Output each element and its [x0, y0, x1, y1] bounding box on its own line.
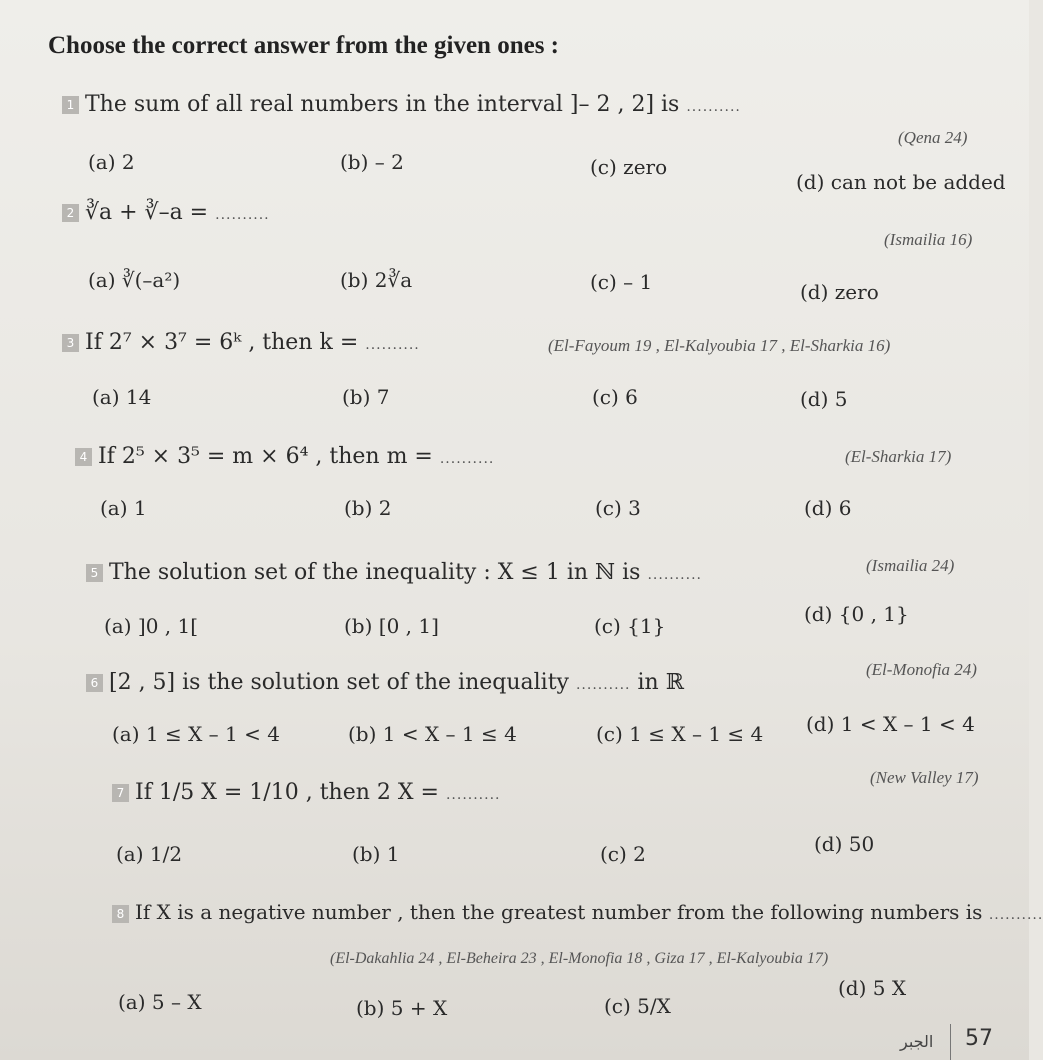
question-number: 3 [62, 334, 79, 352]
question-source: (El-Dakahlia 24 , El-Beheira 23 , El-Monofia 18 , Giza 17 , El-Kalyoubia 17) [330, 950, 829, 967]
question-number: 6 [86, 674, 103, 692]
question-3 [62, 330, 420, 355]
option-c[interactable]: (c) 1 ≤ X – 1 ≤ 4 [596, 722, 764, 746]
question-5 [86, 560, 702, 585]
option-b[interactable]: (b) 5 + X [356, 996, 448, 1020]
answer-blank: .......... [647, 567, 702, 583]
question-text: The sum of all real numbers in the interval ]– 2 , 2] is [85, 92, 680, 117]
question-6 [86, 670, 684, 695]
option-d[interactable]: (d) 50 [814, 832, 875, 856]
option-b[interactable]: (b) – 2 [340, 150, 404, 174]
option-c[interactable]: (c) 2 [600, 842, 646, 866]
question-suffix: in ℝ [637, 670, 684, 695]
option-c[interactable]: (c) 6 [592, 385, 638, 409]
option-a[interactable]: (a) 2 [88, 150, 135, 174]
option-b[interactable]: (b) 1 < X – 1 ≤ 4 [348, 722, 517, 746]
question-number: 1 [62, 96, 79, 114]
option-d[interactable]: (d) {0 , 1} [804, 602, 909, 626]
option-d[interactable]: (d) 5 [800, 387, 848, 411]
option-d[interactable]: (d) 5 X [838, 976, 907, 1000]
option-c[interactable]: (c) zero [590, 155, 668, 179]
page-footer-word: الجبر [900, 1032, 934, 1051]
question-source: (Qena 24) [898, 128, 968, 147]
question-source: (El-Monofia 24) [866, 660, 977, 679]
option-b[interactable]: (b) [0 , 1] [344, 614, 439, 638]
question-source: (El-Sharkia 17) [845, 447, 952, 466]
question-source: (Ismailia 24) [866, 556, 955, 575]
question-text: ∛a + ∛–a = [85, 200, 209, 225]
option-a[interactable]: (a) 1/2 [116, 842, 183, 866]
option-a[interactable]: (a) 14 [92, 385, 152, 409]
option-c[interactable]: (c) {1} [594, 614, 666, 638]
question-text: The solution set of the inequality : X ≤ 1 in ℕ is [109, 560, 641, 585]
question-8 [112, 900, 1043, 924]
option-b[interactable]: (b) 7 [342, 385, 390, 409]
question-1 [62, 92, 741, 117]
option-c[interactable]: (c) – 1 [590, 270, 653, 294]
option-b[interactable]: (b) 2 [344, 496, 392, 520]
option-a[interactable]: (a) ]0 , 1[ [104, 614, 199, 638]
answer-blank: .......... [988, 907, 1043, 923]
option-b[interactable]: (b) 2∛a [340, 268, 413, 292]
answer-blank: .......... [575, 677, 631, 693]
option-a[interactable]: (a) 1 ≤ X – 1 < 4 [112, 722, 280, 746]
option-d[interactable]: (d) can not be added [796, 170, 1006, 194]
question-4 [75, 444, 494, 469]
instructions-heading: Choose the correct answer from the given ones : [48, 32, 560, 59]
page-number: 57 [965, 1026, 993, 1051]
option-d[interactable]: (d) zero [800, 280, 879, 304]
question-text: If X is a negative number , then the greatest number from the following numbers is [135, 900, 983, 924]
option-a[interactable]: (a) 5 – X [118, 990, 202, 1014]
option-c[interactable]: (c) 3 [595, 496, 641, 520]
question-text: If 1/5 X = 1/10 , then 2 X = [135, 780, 439, 805]
answer-blank: .......... [445, 787, 501, 803]
question-source: (Ismailia 16) [884, 230, 973, 249]
question-number: 2 [62, 204, 79, 222]
option-d[interactable]: (d) 6 [804, 496, 852, 520]
option-a[interactable]: (a) 1 [100, 496, 147, 520]
option-d[interactable]: (d) 1 < X – 1 < 4 [806, 712, 975, 736]
question-7 [112, 780, 500, 805]
question-source: (El-Fayoum 19 , El-Kalyoubia 17 , El-Sharkia 16) [548, 336, 891, 355]
question-source: (New Valley 17) [870, 768, 979, 787]
question-number: 8 [112, 905, 129, 923]
answer-blank: .......... [686, 99, 741, 115]
question-text: If 2⁷ × 3⁷ = 6ᵏ , then k = [85, 330, 359, 355]
option-c[interactable]: (c) 5/X [604, 994, 671, 1018]
footer-divider [950, 1024, 951, 1060]
question-number: 7 [112, 784, 129, 802]
question-2 [62, 200, 270, 225]
answer-blank: .......... [215, 207, 270, 223]
option-b[interactable]: (b) 1 [352, 842, 400, 866]
question-number: 4 [75, 448, 92, 466]
question-text: [2 , 5] is the solution set of the inequality [109, 670, 569, 695]
question-text: If 2⁵ × 3⁵ = m × 6⁴ , then m = [98, 444, 433, 469]
answer-blank: .......... [439, 451, 495, 467]
question-number: 5 [86, 564, 103, 582]
option-a[interactable]: (a) ∛(–a²) [88, 268, 181, 292]
answer-blank: .......... [365, 337, 420, 353]
